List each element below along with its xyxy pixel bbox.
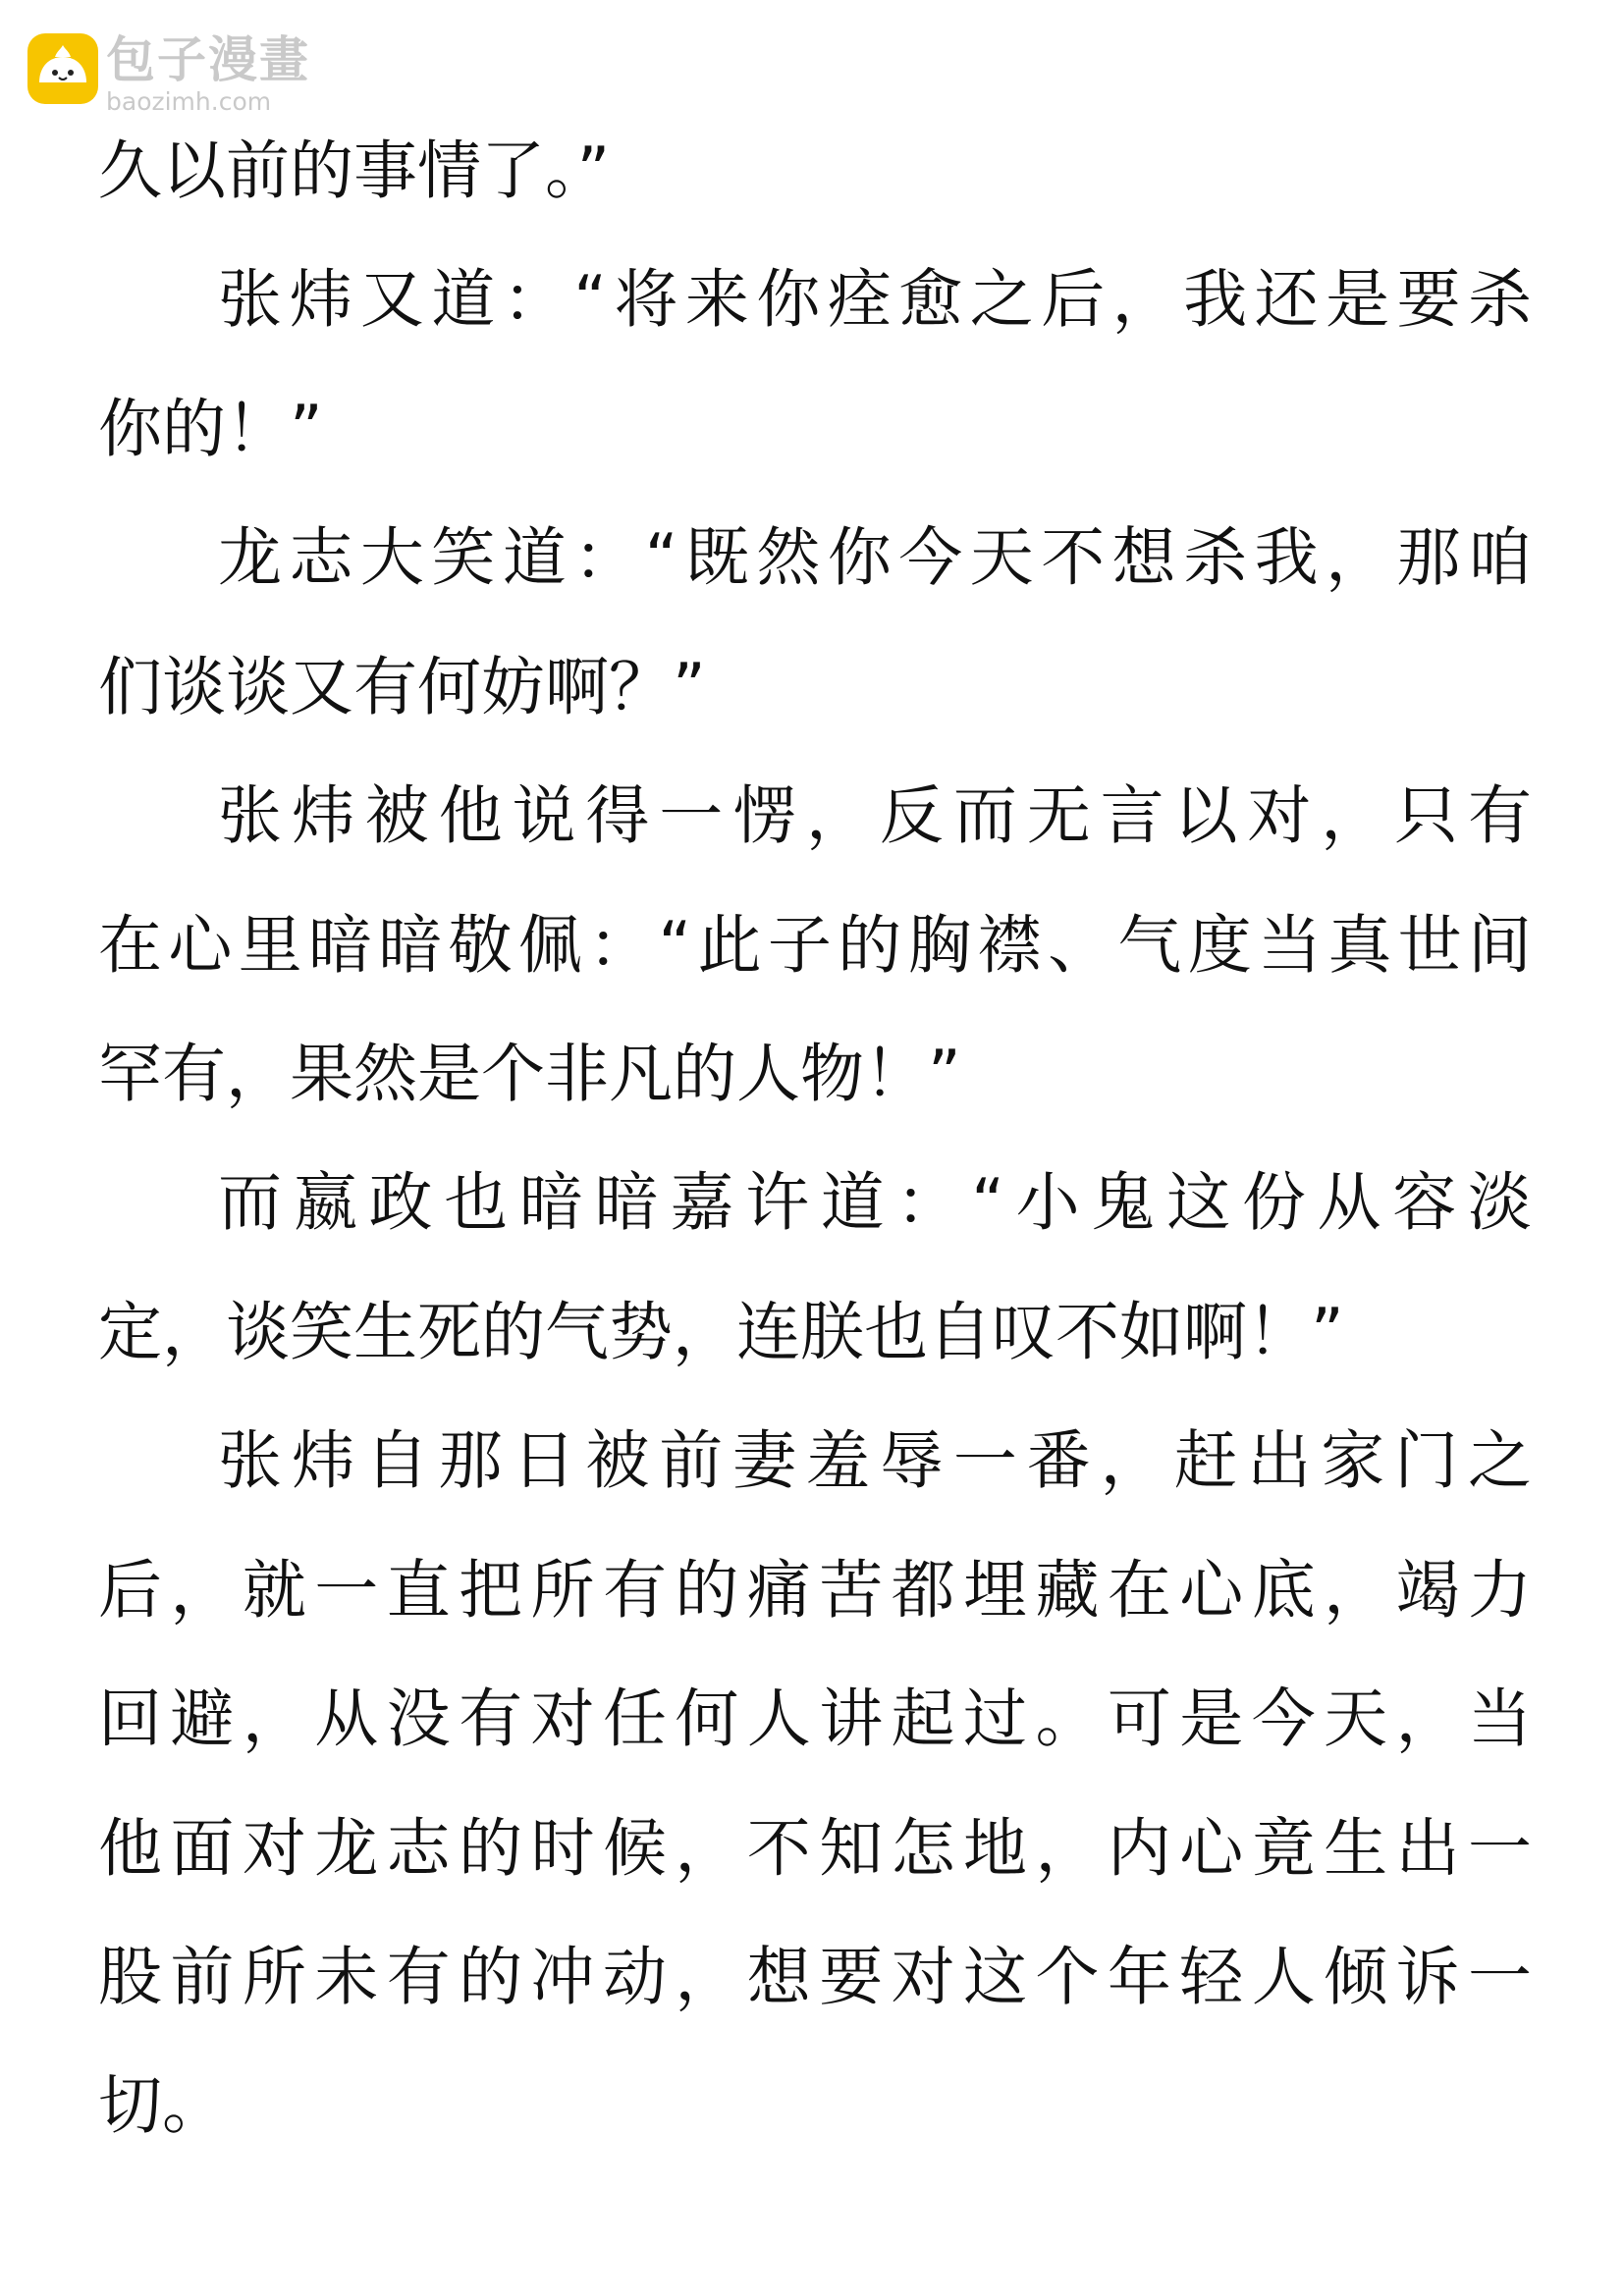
watermark-title: 包子漫畫 [106, 31, 310, 88]
text-line: 在心里暗暗敬佩：“此子的胸襟、气度当真世间 [98, 909, 1532, 983]
text-line: 切。 [98, 2069, 227, 2143]
text-line: 定，谈笑生死的气势，连朕也自叹不如啊！” [98, 1296, 1344, 1369]
text-line: 而嬴政也暗暗嘉许道：“小鬼这份从容淡 [218, 1166, 1532, 1240]
text-line: 久以前的事情了。” [98, 134, 611, 208]
watermark-domain: baozimh.com [106, 87, 272, 116]
text-line: 张炜被他说得一愣，反而无言以对，只有 [218, 779, 1532, 853]
text-line: 龙志大笑道：“既然你今天不想杀我，那咱 [218, 521, 1532, 595]
text-line: 你的！” [98, 393, 323, 466]
text-line: 他面对龙志的时候，不知怎地，内心竟生出一 [98, 1812, 1532, 1886]
text-line: 回避，从没有对任何人讲起过。可是今天，当 [98, 1682, 1532, 1756]
text-line: 股前所未有的冲动，想要对这个年轻人倾诉一 [98, 1941, 1532, 2014]
text-line: 张炜又道：“将来你痊愈之后，我还是要杀 [218, 263, 1532, 337]
text-line: 罕有，果然是个非凡的人物！” [98, 1038, 961, 1111]
text-line: 们谈谈又有何妨啊？” [98, 651, 706, 724]
text-line: 后，就一直把所有的痛苦都埋藏在心底，竭力 [98, 1554, 1532, 1628]
text-line: 张炜自那日被前妻羞辱一番，赶出家门之 [218, 1424, 1532, 1498]
